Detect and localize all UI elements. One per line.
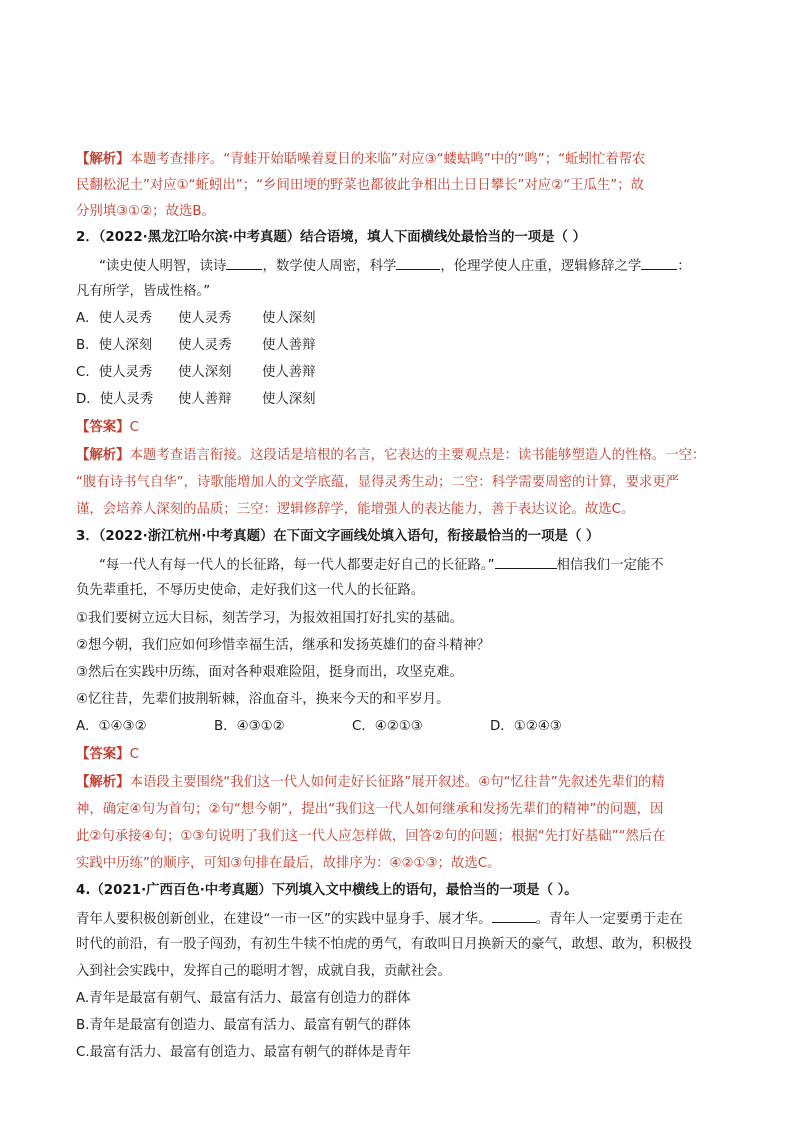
question-4-option-b[interactable]: B.青年是最富有创造力、最富有活力、最富有朝气的群体 [76, 1018, 411, 1033]
question-3-options [76, 717, 722, 737]
question-4-option-c[interactable]: C.最富有活力、最富有创造力、最富有朝气的群体是青年 [76, 1045, 411, 1060]
question-3-passage-line-2: 负先辈重托，不辱历史使命，走好我们这一代人的长征路。 [76, 583, 425, 598]
blank-4 [492, 908, 536, 923]
question-4-passage-line-3: 入到社会实践中，发挥自己的聪明才智，成就自我，贡献社会。 [76, 964, 451, 979]
question-3-analysis-line-3: 此②句承接④句；①③句说明了我们这一代人应怎样做，回答②句的问题；根据“先打好基础”“然后在 [76, 829, 666, 844]
question-3-sentence-4: ④忆往昔，先辈们披荆斩棘，浴血奋斗，换来今天的和平岁月。 [76, 692, 450, 707]
question-3-sentence-3: ③然后在实践中历练，面对各种艰难险阻，挺身而出，攻坚克难。 [76, 665, 463, 680]
question-4-passage-line-1: 青年人要积极创新创业，在建设“一市一区”的实践中显身手、展才华。 。青年人一定要勇于走在 [76, 908, 722, 930]
question-2-passage-line-1: “读史使人明智，读诗 ，数学使人周密，科学 ，伦理学使人庄重，逻辑修辞之学 ： [99, 255, 722, 277]
question-2-option-c[interactable]: C．使人灵秀 使人深刻 使人善辩 [76, 365, 316, 380]
question-4-title: 4.（2021·广西百色·中考真题）下列填入文中横线上的语句，最恰当的一项是（ ）。 [76, 883, 578, 898]
blank-3 [641, 255, 677, 270]
prev-analysis-line-1: 【解析】本题考查排序。“青蛙开始聒噪着夏日的来临”对应③“蝼蛄鸣”中的“鸣”；“蚯蚓忙着帮农 [76, 152, 646, 167]
question-2-option-d[interactable]: D．使人灵秀 使人善辩 使人深刻 [76, 392, 316, 407]
question-2-analysis-line-2: “腹有诗书气自华”，诗歌能增加人的文学底蕴，显得灵秀生动；二空：科学需要周密的计算，要求更严 [76, 475, 680, 490]
question-3-sentence-1: ①我们要树立远大目标，刻苦学习，为报效祖国打好扎实的基础。 [76, 611, 463, 626]
question-2-option-b[interactable]: B．使人深刻 使人灵秀 使人善辩 [76, 338, 316, 353]
question-3-answer: 【答案】C [76, 747, 139, 762]
question-3-analysis-line-1: 【解析】本语段主要围绕“我们这一代人如何走好长征路”展开叙述。④句“忆往昔”先叙述先辈们的精 [76, 775, 665, 790]
question-3-sentence-2: ②想今朝，我们应如何珍惜幸福生活，继承和发扬英雄们的奋斗精神？ [76, 638, 490, 653]
question-3-analysis-line-2: 神，确定④句为首句；②句“想今朝”，提出“我们这一代人如何继承和发扬先辈们的精神”的问题，因 [76, 802, 664, 817]
question-3-option-d[interactable]: D．①②④③ [490, 719, 562, 734]
question-2-title: 2．（2022·黑龙江哈尔滨·中考真题）结合语境，填人下面横线处最恰当的一项是（ ） [76, 230, 587, 245]
prev-analysis-line-3: 分别填③①②；故选B。 [76, 204, 215, 219]
question-2-option-a[interactable]: A．使人灵秀 使人灵秀 使人深刻 [76, 311, 316, 326]
question-3-passage-line-1: “每一代人有每一代人的长征路，每一代人都要走好自己的长征路。” 相信我们一定能不 [99, 554, 722, 576]
question-4-passage-line-2: 时代的前沿，有一股子闯劲，有初生牛犊不怕虎的勇气，有敢叫日月换新天的豪气，敢想、敢为，积极投 [76, 937, 692, 952]
question-3-title: 3．（2022·浙江杭州·中考真题）在下面文字画线处填入语句，衔接最恰当的一项是（ ） [76, 529, 600, 544]
question-2-answer: 【答案】C [76, 420, 139, 435]
blank-2 [396, 255, 440, 270]
prev-analysis-line-2: 民翻松泥土”对应①“蚯蚓出”；“乡间田埂的野菜也都彼此争相出土日日攀长”对应②“王瓜生”；故 [76, 178, 645, 193]
question-3-option-b[interactable]: B．④③①② [214, 719, 285, 734]
analysis-tag: 【解析】 [76, 152, 130, 167]
question-2-analysis-line-1: 【解析】本题考查语言衔接。这段话是培根的名言，它表达的主要观点是：读书能够塑造人的性格。一空： [76, 448, 706, 463]
question-4-option-a[interactable]: A.青年是最富有朝气、最富有活力、最富有创造力的群体 [76, 991, 411, 1006]
question-2-passage-line-2: 凡有所学，皆成性格。” [76, 284, 211, 299]
blank-1 [226, 255, 262, 270]
question-3-analysis-line-4: 实践中历练”的顺序，可知③句排在最后，故排序为：④②①③；故选C。 [76, 856, 501, 871]
question-3-option-c[interactable]: C．④②①③ [352, 719, 423, 734]
underline-blank [495, 554, 557, 569]
question-2-analysis-line-3: 谨，会培养人深刻的品质；三空：逻辑修辞学，能增强人的表达能力，善于表达议论。故选C。 [76, 502, 635, 517]
question-3-option-a[interactable]: A．①④③② [76, 719, 147, 734]
